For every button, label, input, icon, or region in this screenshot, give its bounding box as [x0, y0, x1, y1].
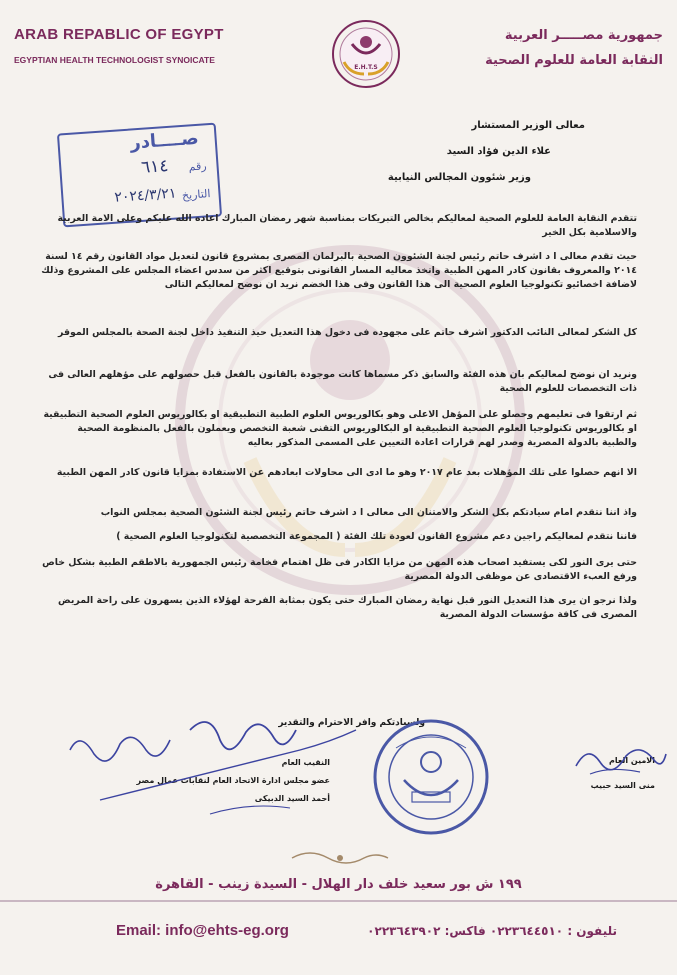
header-ar-subtitle: النقابة العامة للعلوم الصحية [485, 53, 663, 68]
footer-phones: تليفون : ٠٢٢٣٦٤٤٥١٠ فاكس: ٠٢٢٣٦٤٣٩٠٢ [367, 924, 617, 938]
header-english [14, 26, 224, 65]
syndicate-logo [330, 14, 402, 98]
paragraph: ثم ارتقوا فى تعليمهم وحصلو على المؤهل الاعلى وهو بكالوريوس العلوم الطبية التطبيقية او بكالوريوس العلوم الصحية التطبيقية او بكالوريوس تكنولوجيا العلوم الصحية التطبيقية او البكالوريوس التقنى شعبة التخصص ويعملون بالفعل بالمنظومة الصحية والطبية بالدولة المصرية وصدر لهم قرارات اعادة التعيين على المسمى المذكور بعاليه [43, 409, 637, 448]
paragraph: تتقدم النقابة العامة للعلوم الصحية لمعاليكم بخالص التبريكات بمناسبة شهر رمضان المبارك اعاده الله عليكم وعلى الامة العربية والاسلامية بكل الخير [57, 213, 637, 238]
paragraph: فاننا نتقدم لمعاليكم راجين دعم مشروع القانون لعودة تلك الفئة ( المجموعة التخصصية لتكنولوجيا العلوم الصحية ) [116, 531, 637, 542]
addressee-line-2: علاء الدين فؤاد السيد [446, 146, 551, 157]
footer-divider [0, 900, 677, 902]
footer-contacts [0, 922, 677, 948]
president-name: أحمد السيد الدبيكى [254, 794, 330, 803]
header-en-title: ARAB REPABLIC OF EGYPT [14, 26, 224, 43]
secretary-name: منى السيد حبيب [590, 781, 655, 790]
header-en-subtitle: EGYPTIAN HEALTH TECHNOLOGIST SYNOICATE [14, 55, 215, 65]
paragraph: حيث تقدم معالى ا د اشرف حاتم رئيس لجنة الشئوون الصحية بالبرلمان المصرى بمشروع قانون لتعديل مواد القانون رقم ١٤ لسنة ٢٠١٤ والمعروف بقانون كادر المهن الطبية واتخذ معاليه المسار القانونى بتوقيع اكثر من سدس اعضاء المجلس على المشروع وذلك لاضافة اخصائيو تكنولوجيا العلوم الصحية الى هذا القانون وفى هذا الخضم نريد ان نوضح لمعاليكم التالى [41, 251, 637, 290]
stamp-title: صــــادر [129, 127, 200, 154]
president-title: النقيب العام [281, 758, 330, 767]
addressee-line-1: معالى الوزير المستشار [471, 120, 585, 131]
footer-address: ١٩٩ ش بور سعيد خلف دار الهلال - السيدة زينب - القاهرة [155, 877, 522, 892]
header-ar-title: جمهورية مصـــــر العربية [504, 28, 663, 43]
secretary-title: الامين العام [608, 756, 655, 765]
stamp-ref-label: رقم [188, 159, 207, 174]
paragraph: واذ اننا نتقدم امام سيادتكم بكل الشكر والامتنان الى معالى ا د اشرف حاتم رئيس لجنة الشئون الصحية بمجلس النواب [100, 507, 637, 518]
paragraph: ونريد ان نوضح لمعاليكم بان هذه الفئة والسابق ذكر مسماها كانت موجودة بالقانون بالفعل قبل حصولهم على مؤهلهم العالى فى ذات التخصصات للعلوم الصحية [48, 369, 637, 394]
president-role: عضو مجلس ادارة الاتحاد العام لنقابات عمال مصر [136, 776, 330, 785]
president-signature [60, 710, 360, 820]
logo-initials: E.H.T.S [354, 64, 378, 71]
header-arabic [485, 28, 663, 68]
footer-email: Email: info@ehts-eg.org [116, 922, 289, 939]
paragraph: الا انهم حصلوا على تلك المؤهلات بعد عام ٢٠١٧ وهو ما ادى الى محاولات ابعادهم عن الاستفادة بمزايا قانون كادر المهن الطبية [56, 467, 637, 478]
secretary-signature [570, 736, 670, 782]
paragraph: ولذا نرجو ان يرى هذا التعديل النور قبل نهاية رمضان المبارك حتى يكون بمثابة الفرحة لهؤلاء الذين يسهرون على راحة المريض المصرى فى كافة مؤسسات الدولة المصرية [58, 595, 637, 620]
stamp-date-label: التاريخ [181, 187, 211, 203]
closing-line: ولسيادتكم وافر الاحترام والتقدير [278, 718, 425, 728]
addressee-block [388, 120, 585, 198]
syndicate-seal [372, 718, 490, 836]
paragraph: كل الشكر لمعالى النائب الدكتور اشرف حاتم على مجهوده فى دخول هذا التعديل حيذ التنفيذ داخل لجنة الصحة بالمجلس الموقر [58, 327, 637, 338]
stamp-date-value: ٢٠٢٤/٣/٢١ [113, 185, 177, 206]
addressee-line-3: وزير شئوون المجالس النيابية [387, 172, 531, 183]
divider-ornament [290, 848, 390, 868]
stamp-ref-value: ٦١٤ [140, 155, 170, 178]
paragraph: حتى يرى النور لكى يستفيد اصحاب هذه المهن من مزايا الكادر فى ظل اهتمام فخامة رئيس الجمهورية بالاطقم الطبية بشكل خاص ورفع العبء الاقتصادى عن موظفى الدولة المصرية [42, 557, 637, 582]
